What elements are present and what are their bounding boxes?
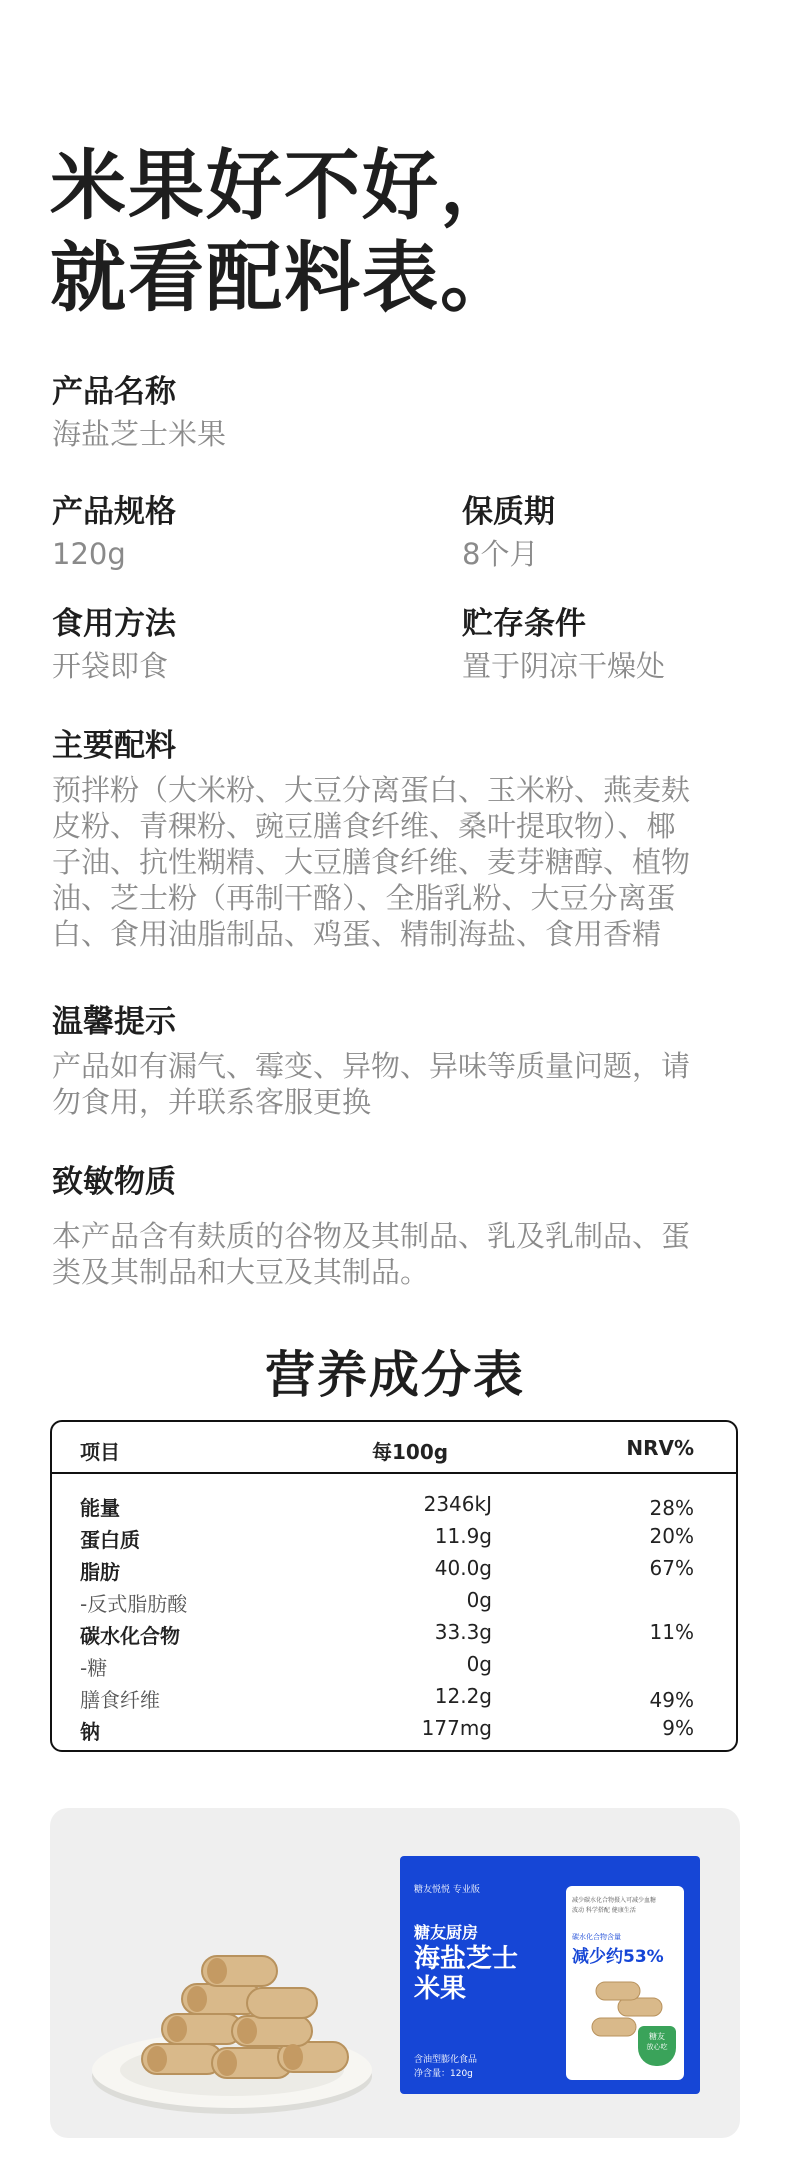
row-nrv: 28% [649, 1496, 694, 1520]
ingredients-block [52, 726, 742, 952]
product-name-block [52, 372, 226, 452]
header-nrv: NRV% [626, 1436, 694, 1460]
ingredients-text [52, 772, 742, 952]
allergen-block [52, 1162, 742, 1290]
panel-small: 碳水化合物含量 [572, 1933, 621, 1941]
table-row [52, 1524, 736, 1554]
table-row [52, 1684, 736, 1714]
usage-block [52, 604, 176, 684]
usage-value: 开袋即食 [52, 649, 169, 683]
rice-cracker-plate-image [82, 1926, 402, 2126]
badge-shield-icon [638, 2026, 676, 2066]
table-row [52, 1492, 736, 1522]
allergen-line: 本产品含有麸质的谷物及其制品、乳及乳制品、蛋 [52, 1219, 691, 1253]
row-nrv: 9% [662, 1716, 694, 1740]
header-per100g: 每100g [372, 1440, 449, 1464]
row-nrv: 67% [649, 1556, 694, 1580]
notice-label: 温馨提示 [52, 1004, 176, 1040]
notice-block [52, 1002, 742, 1120]
row-amount: 0g [466, 1652, 492, 1676]
ingredients-label: 主要配料 [52, 728, 176, 764]
notice-line: 产品如有漏气、霉变、异物、异味等质量问题，请 [52, 1049, 691, 1083]
ingredients-line: 白、食用油脂制品、鸡蛋、精制海盐、食用香精 [52, 917, 662, 951]
headline [50, 140, 518, 324]
ingredients-line: 皮粉、青稞粉、豌豆膳食纤维、桑叶提取物）、椰 [52, 809, 676, 843]
box-net-weight: 净含量：120g [414, 2069, 473, 2079]
notice-text [52, 1048, 742, 1120]
row-name: 能量 [80, 1496, 120, 1520]
row-nrv: 11% [649, 1620, 694, 1644]
product-name-label: 产品名称 [52, 374, 176, 410]
spec-label: 产品规格 [52, 494, 176, 530]
usage-label: 食用方法 [52, 606, 176, 642]
shelf-life-value: 8个月 [462, 537, 539, 571]
shelf-life-label: 保质期 [462, 494, 555, 530]
nutrition-table-header [52, 1422, 736, 1474]
headline-line-2: 就看配料表。 [50, 233, 518, 322]
row-amount: 2346kJ [423, 1492, 492, 1516]
table-row [52, 1556, 736, 1586]
row-amount: 177mg [421, 1716, 492, 1740]
box-top-text: 糖友悦悦 专业版 [414, 1885, 480, 1895]
allergen-label: 致敏物质 [52, 1164, 176, 1200]
spec-value: 120g [52, 537, 126, 571]
storage-label: 贮存条件 [462, 606, 586, 642]
box-product-name-2: 米果 [414, 1974, 467, 2004]
panel-claim: 减少约53% [572, 1947, 664, 1967]
table-row [52, 1620, 736, 1650]
panel-text-2: 波动 科学搭配 健康生活 [572, 1907, 636, 1914]
table-row [52, 1588, 736, 1618]
row-name: 膳食纤维 [80, 1688, 160, 1712]
product-name-value: 海盐芝士米果 [52, 417, 227, 451]
nutrition-table [50, 1420, 738, 1752]
shelf-life-block [462, 492, 555, 572]
row-name: 脂肪 [80, 1560, 120, 1584]
spec-block [52, 492, 176, 572]
storage-block [462, 604, 665, 684]
product-box [400, 1856, 700, 2094]
ingredients-line: 油、芝士粉（再制干酪）、全脂乳粉、大豆分离蛋 [52, 881, 676, 915]
row-name: -反式脂肪酸 [80, 1592, 188, 1616]
row-amount: 33.3g [434, 1620, 492, 1644]
row-nrv: 20% [649, 1524, 694, 1548]
panel-text-1: 减少碳水化合物摄入可减少血糖 [572, 1897, 657, 1904]
table-row [52, 1716, 736, 1746]
badge-text-2: 放心吃 [646, 2043, 668, 2051]
box-product-name-1: 海盐芝士 [414, 1944, 519, 1974]
product-image-card [50, 1808, 740, 2138]
row-nrv: 49% [649, 1688, 694, 1712]
row-amount: 40.0g [434, 1556, 492, 1580]
headline-line-1: 米果好不好， [50, 141, 518, 230]
row-name: -糖 [80, 1656, 108, 1680]
row-name: 钠 [80, 1720, 100, 1744]
storage-value: 置于阴凉干燥处 [462, 649, 666, 683]
box-brand: 糖友厨房 [414, 1923, 479, 1942]
row-name: 蛋白质 [80, 1528, 140, 1552]
notice-line: 勿食用，并联系客服更换 [52, 1085, 372, 1119]
allergen-line: 类及其制品和大豆及其制品。 [52, 1255, 430, 1289]
box-type: 含油型膨化食品 [414, 2055, 478, 2065]
nutrition-title: 营养成分表 [265, 1346, 525, 1404]
table-row [52, 1652, 736, 1682]
header-item: 项目 [80, 1440, 120, 1464]
row-name: 碳水化合物 [80, 1624, 180, 1648]
allergen-text [52, 1218, 742, 1290]
ingredients-line: 预拌粉（大米粉、大豆分离蛋白、玉米粉、燕麦麸 [52, 773, 691, 807]
box-window-panel [566, 1886, 684, 2080]
ingredients-line: 子油、抗性糊精、大豆膳食纤维、麦芽糖醇、植物 [52, 845, 691, 879]
row-amount: 11.9g [434, 1524, 492, 1548]
badge-text-1: 糖友 [649, 2032, 665, 2041]
row-amount: 0g [466, 1588, 492, 1612]
row-amount: 12.2g [434, 1684, 492, 1708]
